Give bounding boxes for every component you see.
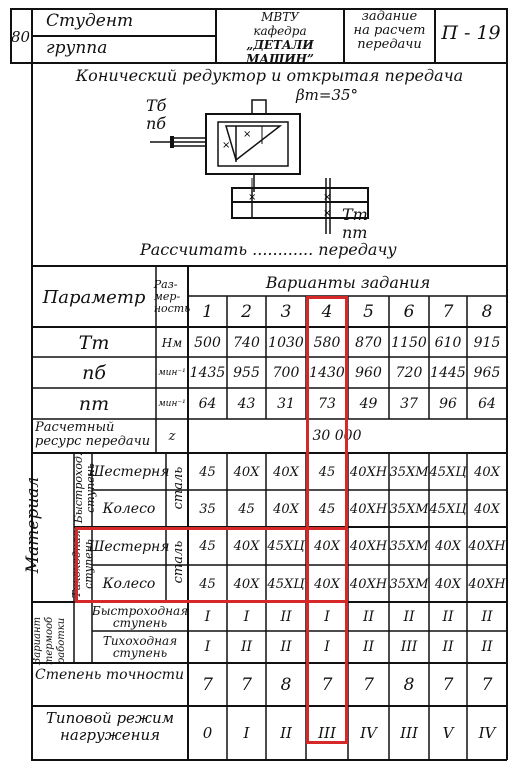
heat-fast-value-8: II: [481, 609, 493, 625]
heat-slow-value-6: III: [400, 639, 418, 655]
unit-resource: z: [168, 428, 176, 444]
tt-value-3: 1030: [268, 334, 304, 351]
variant-number-2: 2: [241, 302, 252, 322]
accuracy-value-5: 7: [363, 675, 374, 695]
heat-fast-value-2: I: [243, 609, 250, 625]
variant-number-3: 3: [280, 302, 292, 322]
svg-text:×: ×: [323, 192, 332, 203]
variant-4-highlight: [306, 296, 348, 744]
svg-text:×: ×: [243, 129, 252, 140]
student-label: Студент: [46, 11, 134, 31]
heat-slow-label: Тихоходная ступень: [102, 634, 178, 660]
heat-fast-value-3: II: [280, 609, 292, 625]
fast-wheel-material-5: 40ХН: [349, 501, 388, 517]
fast-gear-material-3: 40Х: [273, 464, 299, 480]
slow-wheel-material-3: 45ХЦ: [267, 576, 305, 592]
slow-gear-material-5: 40ХН: [349, 539, 388, 554]
load-label-line1: Типовой режим: [45, 709, 175, 727]
org-line2: кафедра: [253, 24, 307, 38]
slow-wheel-material-5: 40ХН: [349, 576, 388, 592]
row-label-nt: nт: [78, 393, 110, 415]
accuracy-value-4: 7: [321, 675, 333, 695]
nt-value-1: 64: [198, 396, 217, 412]
slow-stage-highlight: [75, 527, 348, 603]
load-label-line2: нагружения: [59, 726, 161, 744]
slow-wheel-material-7: 40Х: [435, 576, 461, 592]
load-value-2: I: [243, 724, 250, 742]
accuracy-value-6: 8: [403, 675, 415, 695]
resource-label: [35, 421, 150, 449]
tt-value-1: 500: [194, 334, 221, 351]
nb-value-8: 965: [473, 365, 501, 381]
load-value-5: IV: [360, 724, 377, 742]
slow-gear-material-2: 40Х: [233, 539, 260, 554]
org-line3: „ДЕТАЛИ МАШИН”: [246, 38, 314, 66]
load-value-8: IV: [478, 724, 496, 742]
tt-value-8: 915: [473, 334, 501, 351]
heat-fast-value-4: I: [324, 609, 330, 625]
slow-gear-material-1: 45: [199, 539, 216, 554]
tt-value-5: 870: [355, 334, 382, 351]
resource-label-line1: Расчетный: [35, 420, 115, 435]
slow-wheel-material-1: 45: [199, 576, 216, 592]
fast-gear-material-8: 40Х: [474, 464, 500, 480]
heat-fast-value-7: II: [442, 609, 454, 625]
nb-value-3: 700: [272, 365, 300, 381]
org-line1: МВТУ: [261, 10, 299, 24]
variant-number-1: 1: [202, 302, 213, 322]
nt-value-8: 64: [478, 396, 496, 412]
slow-gear-material-3: 45ХЦ: [267, 539, 305, 554]
task-line1: задание: [361, 9, 418, 24]
variant-number-7: 7: [442, 302, 454, 322]
load-value-3: II: [280, 724, 292, 742]
load-label: [33, 710, 187, 744]
accuracy-label: Степень точности: [35, 667, 185, 683]
resource-label-line2: ресурс передачи: [35, 434, 151, 449]
fast-wheel-material-7: 45ХЦ: [429, 501, 467, 517]
fast-wheel-material-6: 35ХМ: [389, 501, 429, 517]
row-label-nb: nб: [82, 362, 106, 384]
slow-gear-material-7: 40Х: [435, 539, 461, 554]
slow-gear-label: Шестерня: [88, 538, 170, 555]
calc-text: Рассчитать ............ передачу: [140, 240, 397, 259]
unit-tt: Нм: [161, 335, 183, 350]
tt-value-4: 580: [313, 334, 341, 351]
load-value-7: V: [442, 724, 454, 742]
slow-gear-material-8: 40ХН: [468, 539, 506, 554]
heat-slow-value-5: II: [362, 639, 375, 655]
tb-label: Tб: [146, 96, 167, 115]
variants-header: Варианты задания: [265, 272, 431, 292]
heat-slow-value-2: II: [240, 639, 253, 655]
accuracy-value-1: 7: [202, 675, 213, 695]
heat-fast-value-5: II: [362, 609, 375, 625]
accuracy-value-7: 7: [442, 675, 454, 695]
fast-gear-material-2: 40Х: [233, 464, 260, 480]
slow-wheel-material-8: 40ХН: [468, 576, 506, 592]
nb-value-1: 1435: [189, 365, 226, 381]
nt-label: nт: [342, 223, 368, 242]
fast-gear-material-1: 45: [199, 464, 216, 480]
nt-value-5: 49: [359, 396, 378, 412]
fast-wheel-material-3: 40Х: [273, 501, 299, 517]
tt-value-2: 740: [233, 334, 260, 351]
load-value-4: III: [318, 724, 336, 742]
variant-number-4: 4: [321, 302, 333, 322]
slow-gear-material-4: 40Х: [314, 539, 340, 554]
variant-number-6: 6: [403, 302, 415, 322]
svg-text:×: ×: [222, 140, 231, 151]
task-line2: на расчет: [353, 23, 426, 38]
drawing-title: Конический редуктор и открытая передача: [75, 66, 464, 85]
nt-value-6: 37: [400, 396, 418, 412]
nt-value-7: 96: [439, 396, 457, 412]
tt-value-6: 1150: [391, 334, 427, 351]
variant-number-5: 5: [363, 302, 374, 322]
nb-label: nб: [146, 114, 167, 133]
slow-stage-label: Тихоходная ступень: [70, 529, 95, 599]
slow-wheel-material-4: 40Х: [314, 576, 340, 592]
dim-header: Раз- мер- ность: [153, 278, 191, 315]
fast-wheel-material-1: 35: [199, 501, 216, 517]
resource-value: 30 000: [312, 428, 362, 444]
nt-value-4: 73: [318, 396, 336, 412]
heat-fast-label: Быстроходная ступень: [91, 604, 189, 630]
heat-slow-value-1: I: [204, 639, 211, 655]
nb-value-2: 955: [233, 365, 260, 381]
heat-slow-value-7: II: [442, 639, 454, 655]
fast-wheel-label: Колесо: [102, 501, 156, 517]
accuracy-value-3: 8: [280, 675, 292, 695]
fast-stage-label: Быстроход. ступень: [72, 452, 97, 524]
heat-fast-value-6: II: [403, 609, 415, 625]
fast-wheel-material-4: 45: [318, 501, 336, 517]
group-label: группа: [46, 38, 108, 58]
task-code: П - 19: [441, 22, 501, 44]
nb-value-7: 1445: [430, 365, 466, 381]
fast-wheel-material-2: 45: [238, 501, 255, 517]
svg-text:×: ×: [248, 192, 257, 203]
beta-label: βm=35°: [296, 86, 359, 104]
load-value-1: 0: [202, 724, 213, 742]
slow-wheel-label: Колесо: [102, 576, 156, 592]
fast-gear-material-5: 40ХН: [349, 464, 388, 480]
page-number: 80: [11, 28, 31, 46]
fast-gear-material-6: 35ХМ: [389, 464, 429, 480]
unit-nb: мин⁻¹: [158, 368, 186, 378]
accuracy-value-8: 7: [481, 675, 493, 695]
heat-group-label: Вариант термооб работки: [32, 616, 67, 666]
nb-value-5: 960: [355, 365, 382, 381]
fast-gear-material-4: 45: [318, 464, 336, 480]
accuracy-value-2: 7: [241, 675, 252, 695]
heat-slow-value-3: II: [280, 639, 292, 655]
svg-text:×: ×: [323, 208, 332, 219]
tt-value-7: 610: [434, 334, 462, 351]
slow-steel-label: сталь: [170, 540, 186, 584]
slow-gear-material-6: 35ХМ: [389, 539, 429, 554]
fast-wheel-material-8: 40Х: [474, 501, 500, 517]
heat-fast-value-1: I: [204, 609, 211, 625]
fast-gear-material-7: 45ХЦ: [429, 464, 467, 480]
nb-value-4: 1430: [309, 365, 345, 381]
heat-slow-value-8: II: [481, 639, 493, 655]
nt-value-2: 43: [237, 396, 256, 412]
tt-label: Tт: [342, 205, 368, 224]
slow-wheel-material-2: 40Х: [233, 576, 260, 592]
task-line3: передачи: [357, 37, 422, 52]
heat-slow-value-4: I: [324, 639, 330, 655]
load-value-6: III: [400, 724, 418, 742]
nt-value-3: 31: [277, 396, 295, 412]
param-header: Параметр: [42, 286, 146, 308]
fast-steel-label: сталь: [170, 466, 186, 510]
fast-gear-label: Шестерня: [88, 464, 170, 480]
nb-value-6: 720: [395, 365, 423, 381]
variant-number-8: 8: [481, 302, 493, 322]
slow-wheel-material-6: 35ХМ: [389, 576, 429, 592]
row-label-tt: Tт: [78, 331, 110, 354]
unit-nt: мин⁻¹: [158, 399, 186, 409]
material-group-label: Материал: [23, 476, 43, 574]
